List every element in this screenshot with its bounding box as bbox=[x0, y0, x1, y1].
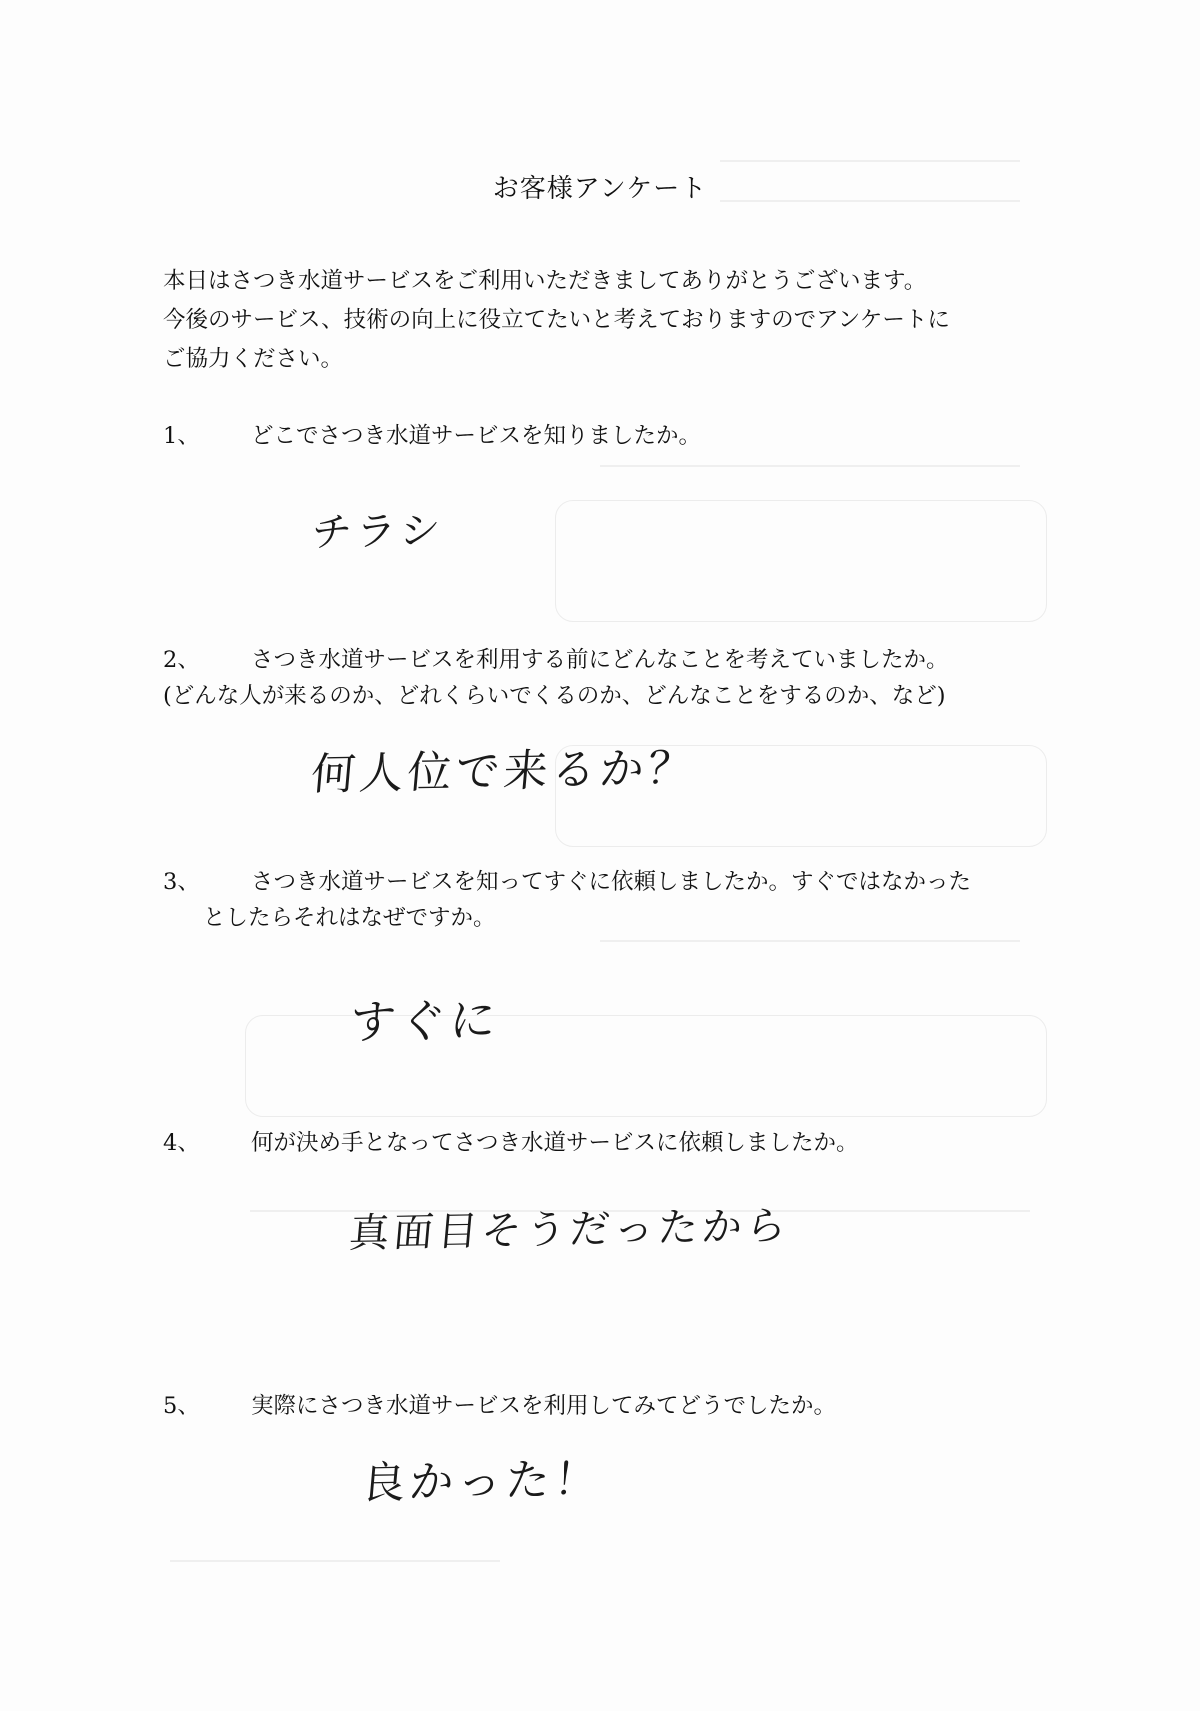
question-4 bbox=[163, 1125, 859, 1157]
question-5 bbox=[163, 1388, 836, 1420]
answer-3-handwritten: すぐに bbox=[347, 992, 503, 1050]
question-text: どこでさつき水道サービスを知りましたか。 bbox=[251, 423, 702, 449]
question-text: さつき水道サービスを知ってすぐに依頼しましたか。すぐではなかった bbox=[251, 869, 972, 895]
question-3 bbox=[163, 864, 972, 931]
intro-line: 本日はさつき水道サービスをご利用いただきましてありがとうございます。 bbox=[163, 268, 927, 294]
question-number: 2、 bbox=[163, 647, 200, 673]
question-number: 5、 bbox=[163, 1393, 200, 1419]
bleed-through-line bbox=[600, 940, 1020, 942]
question-number: 4、 bbox=[163, 1130, 200, 1156]
answer-1-handwritten: チラシ bbox=[309, 507, 446, 557]
bleed-through-box bbox=[555, 500, 1047, 622]
bleed-through-line bbox=[600, 465, 1020, 467]
answer-2-handwritten: 何人位で来るか？ bbox=[309, 742, 699, 801]
question-subtext: としたらそれはなぜですか。 bbox=[203, 905, 496, 931]
answer-5-handwritten: 良かった！ bbox=[359, 1453, 605, 1510]
question-1 bbox=[163, 418, 701, 450]
question-number: 1、 bbox=[163, 423, 200, 449]
intro-text bbox=[163, 262, 950, 379]
answer-4-handwritten: 真面目そうだったから bbox=[347, 1203, 793, 1257]
question-subtext: (どんな人が来るのか、どれくらいでくるのか、どんなことをするのか、など) bbox=[163, 683, 946, 709]
bleed-through-line bbox=[720, 160, 1020, 162]
question-number: 3、 bbox=[163, 869, 200, 895]
survey-title: お客様アンケート bbox=[492, 174, 708, 204]
bleed-through-line bbox=[170, 1560, 500, 1562]
question-text: 実際にさつき水道サービスを利用してみてどうでしたか。 bbox=[251, 1393, 837, 1419]
intro-line: 今後のサービス、技術の向上に役立てたいと考えておりますのでアンケートに bbox=[163, 307, 950, 333]
question-2 bbox=[163, 642, 949, 709]
question-text: 何が決め手となってさつき水道サービスに依頼しましたか。 bbox=[251, 1130, 859, 1156]
question-text: さつき水道サービスを利用する前にどんなことを考えていましたか。 bbox=[251, 647, 949, 673]
intro-line: ご協力ください。 bbox=[163, 346, 344, 372]
